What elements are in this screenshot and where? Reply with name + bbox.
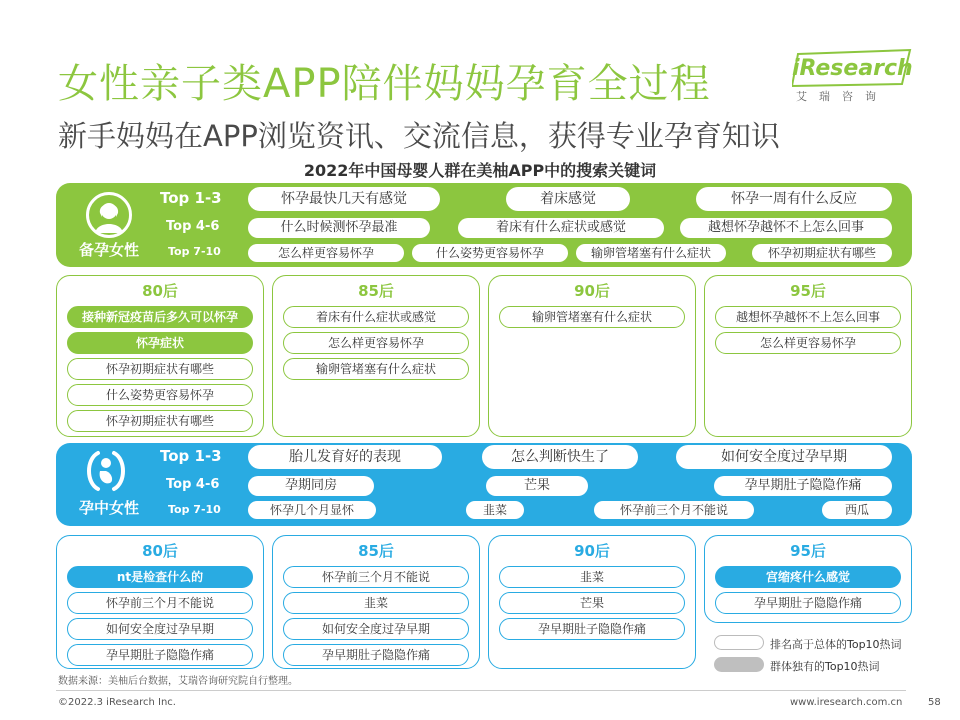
- preg-90-kw-3: 孕早期肚子隐隐作痛: [499, 618, 685, 640]
- preg-top13-3: 如何安全度过孕早期: [676, 445, 892, 469]
- prep-panel-90: [488, 275, 696, 437]
- preg-top710-4: 西瓜: [822, 501, 892, 519]
- prep-panel-85: [272, 275, 480, 437]
- legend-white-label: 排名高于总体的Top10热词: [770, 638, 902, 651]
- data-source-note: 数据来源：美柚后台数据，艾瑞咨询研究院自行整理。: [58, 676, 298, 687]
- tier-top710: Top 7-10: [168, 503, 221, 516]
- prep-top13-1: 怀孕最快几天有感觉: [248, 187, 440, 211]
- prep-panel-95: [704, 275, 912, 437]
- prep-80-kw-5: 怀孕初期症状有哪些: [67, 410, 253, 432]
- preg-80-kw-3: 如何安全度过孕早期: [67, 618, 253, 640]
- preg-panel-95: [704, 535, 912, 623]
- preg-panel-90: [488, 535, 696, 669]
- prep-top710-1: 怎么样更容易怀孕: [248, 244, 404, 262]
- prep-85-kw-3: 输卵管堵塞有什么症状: [283, 358, 469, 380]
- legend-gray-label: 群体独有的Top10热词: [770, 660, 880, 673]
- prep-top46-3: 越想怀孕越怀不上怎么回事: [680, 218, 892, 238]
- prep-top710-4: 怀孕初期症状有哪些: [752, 244, 892, 262]
- preg-top46-3: 孕早期肚子隐隐作痛: [714, 476, 892, 496]
- age-label: 85后: [358, 542, 394, 560]
- age-label: 80后: [142, 282, 178, 300]
- age-label: 85后: [358, 282, 394, 300]
- legend-gray-swatch: [714, 657, 764, 672]
- preg-top710-1: 怀孕几个月显怀: [248, 501, 376, 519]
- preg-80-kw-1: nt是检查什么的: [67, 566, 253, 588]
- chart-title: 2022年中国母婴人群在美柚APP中的搜索关键词: [303, 161, 657, 180]
- preg-95-kw-2: 孕早期肚子隐隐作痛: [715, 592, 901, 614]
- prep-95-kw-2: 怎么样更容易怀孕: [715, 332, 901, 354]
- prep-top710-3: 输卵管堵塞有什么症状: [576, 244, 726, 262]
- prep-80-kw-4: 什么姿势更容易怀孕: [67, 384, 253, 406]
- preg-top13-2: 怎么判断快生了: [482, 445, 638, 469]
- preg-80-kw-4: 孕早期肚子隐隐作痛: [67, 644, 253, 666]
- age-label: 90后: [574, 282, 610, 300]
- legend-white-swatch: [714, 635, 764, 650]
- preg-85-kw-3: 如何安全度过孕早期: [283, 618, 469, 640]
- prep-top46-1: 什么时候测怀孕最准: [248, 218, 430, 238]
- tier-top710: Top 7-10: [168, 245, 221, 258]
- page-subtitle: 新手妈妈在APP浏览资讯、交流信息，获得专业孕育知识: [58, 119, 780, 153]
- prep-top-band: [56, 183, 912, 267]
- age-label: 80后: [142, 542, 178, 560]
- page-number: 58: [928, 697, 941, 708]
- prep-85-kw-2: 怎么样更容易怀孕: [283, 332, 469, 354]
- prep-90-kw-1: 输卵管堵塞有什么症状: [499, 306, 685, 328]
- prep-80-kw-3: 怀孕初期症状有哪些: [67, 358, 253, 380]
- tier-top13: Top 1-3: [160, 447, 222, 465]
- preg-panel-85: [272, 535, 480, 669]
- prep-panel-80: [56, 275, 264, 437]
- prep-top13-3: 怀孕一周有什么反应: [696, 187, 892, 211]
- preg-panel-80: [56, 535, 264, 669]
- preg-top46-1: 孕期同房: [248, 476, 374, 496]
- fetus-icon: [84, 449, 128, 493]
- preg-85-kw-1: 怀孕前三个月不能说: [283, 566, 469, 588]
- pregnant-label: 孕中女性: [78, 499, 139, 517]
- prep-top13-2: 着床感觉: [506, 187, 630, 211]
- tier-top46: Top 4-6: [166, 477, 220, 492]
- prep-80-kw-1: 接种新冠疫苗后多久可以怀孕: [67, 306, 253, 328]
- tier-top13: Top 1-3: [160, 189, 222, 207]
- preg-top46-2: 芒果: [486, 476, 588, 496]
- prep-95-kw-1: 越想怀孕越怀不上怎么回事: [715, 306, 901, 328]
- woman-avatar-icon: [86, 192, 132, 238]
- age-label: 90后: [574, 542, 610, 560]
- prep-top710-2: 什么姿势更容易怀孕: [412, 244, 568, 262]
- footer-divider: [56, 690, 906, 691]
- footer-copyright: ©2022.3 iResearch Inc.: [58, 697, 176, 708]
- logo-cn: 艾瑞咨询: [796, 90, 888, 103]
- prep-label: 备孕女性: [78, 241, 139, 259]
- logo-brand: iResearch: [792, 56, 913, 81]
- age-label: 95后: [790, 542, 826, 560]
- tier-top46: Top 4-6: [166, 219, 220, 234]
- preg-top710-2: 韭菜: [466, 501, 524, 519]
- pregnant-top-band: [56, 443, 912, 526]
- prep-85-kw-1: 着床有什么症状或感觉: [283, 306, 469, 328]
- preg-85-kw-2: 韭菜: [283, 592, 469, 614]
- prep-80-kw-2: 怀孕症状: [67, 332, 253, 354]
- preg-top13-1: 胎儿发育好的表现: [248, 445, 442, 469]
- preg-85-kw-4: 孕早期肚子隐隐作痛: [283, 644, 469, 666]
- preg-top710-3: 怀孕前三个月不能说: [594, 501, 754, 519]
- preg-90-kw-2: 芒果: [499, 592, 685, 614]
- footer-url[interactable]: www.iresearch.com.cn: [790, 697, 903, 708]
- preg-80-kw-2: 怀孕前三个月不能说: [67, 592, 253, 614]
- prep-top46-2: 着床有什么症状或感觉: [458, 218, 664, 238]
- preg-95-kw-1: 宫缩疼什么感觉: [715, 566, 901, 588]
- page-title: 女性亲子类APP陪伴妈妈孕育全过程: [58, 61, 711, 107]
- iresearch-logo: [792, 48, 912, 108]
- age-label: 95后: [790, 282, 826, 300]
- preg-90-kw-1: 韭菜: [499, 566, 685, 588]
